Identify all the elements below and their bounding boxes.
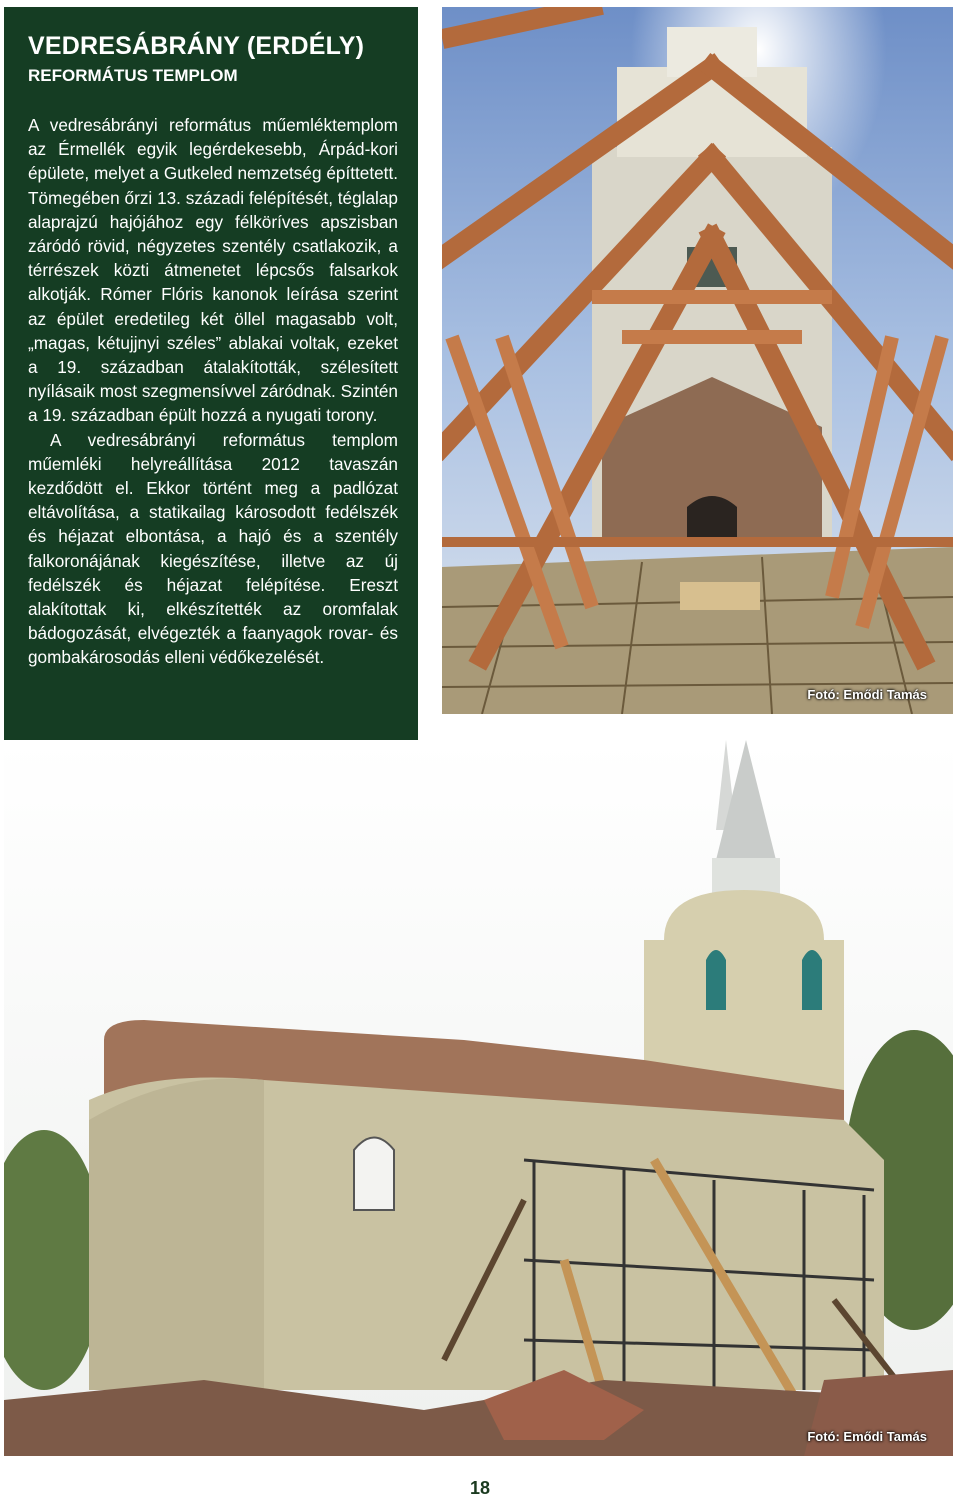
church-exterior-photo [4,740,953,1456]
photo-credit-top: Fotó: Emődi Tamás [807,687,927,702]
article-title: VEDRESÁBRÁNY (ERDÉLY) [28,32,365,60]
page-number: 18 [469,1478,491,1498]
article-subtitle: REFORMÁTUS TEMPLOM [28,66,238,85]
article-box [4,7,418,796]
article-paragraph-1: A vedresábrányi református műemléktemplom az Érmellék egyik legérdekesebb, Árpád-kori épülete, melyet a Gutkeled nemzetség építtetett. Tömegében őrzi 13. századi felépítését, téglalap alaprajzú hajójához egy félköríves apszisban záródó rövid, négyzetes szentély csatlakozik, a térrészek közti átmenetet lépcsős falsarkok alkotják. Rómer Flóris kanonok leírása szerint az épület eredetileg két öllel magasabb volt, „magas, kétujjnyi széles” ablakai voltak, ezeket a 19. században átalakították, szélesített nyílásaik most szegmensívvel záródnak. Szintén a 19. században épült hozzá a nyugati torony. [28,115,398,426]
roof-truss-illustration [442,7,953,714]
roof-truss-photo [442,7,953,714]
church-exterior-illustration [4,740,953,1456]
article-body [28,113,398,670]
article-paragraph-2: A vedresábrányi református templom műemléki helyreállítása 2012 tavaszán kezdődött el. Ekkor történt meg a padlózat eltávolítása, a statikailag károsodott fedélszék és héjazat elbontása, a hajó és a szentély falkoronájának kiegészítése, illetve az új fedélszék és héjazat felépítése. Ereszt alakítottak ki, elkészítették az oromfalak bádogozását, elvégezték a faanyagok rovar- és gombakárosodás elleni védőkezelését. [28,429,398,668]
photo-credit-bottom: Fotó: Emődi Tamás [807,1429,927,1444]
